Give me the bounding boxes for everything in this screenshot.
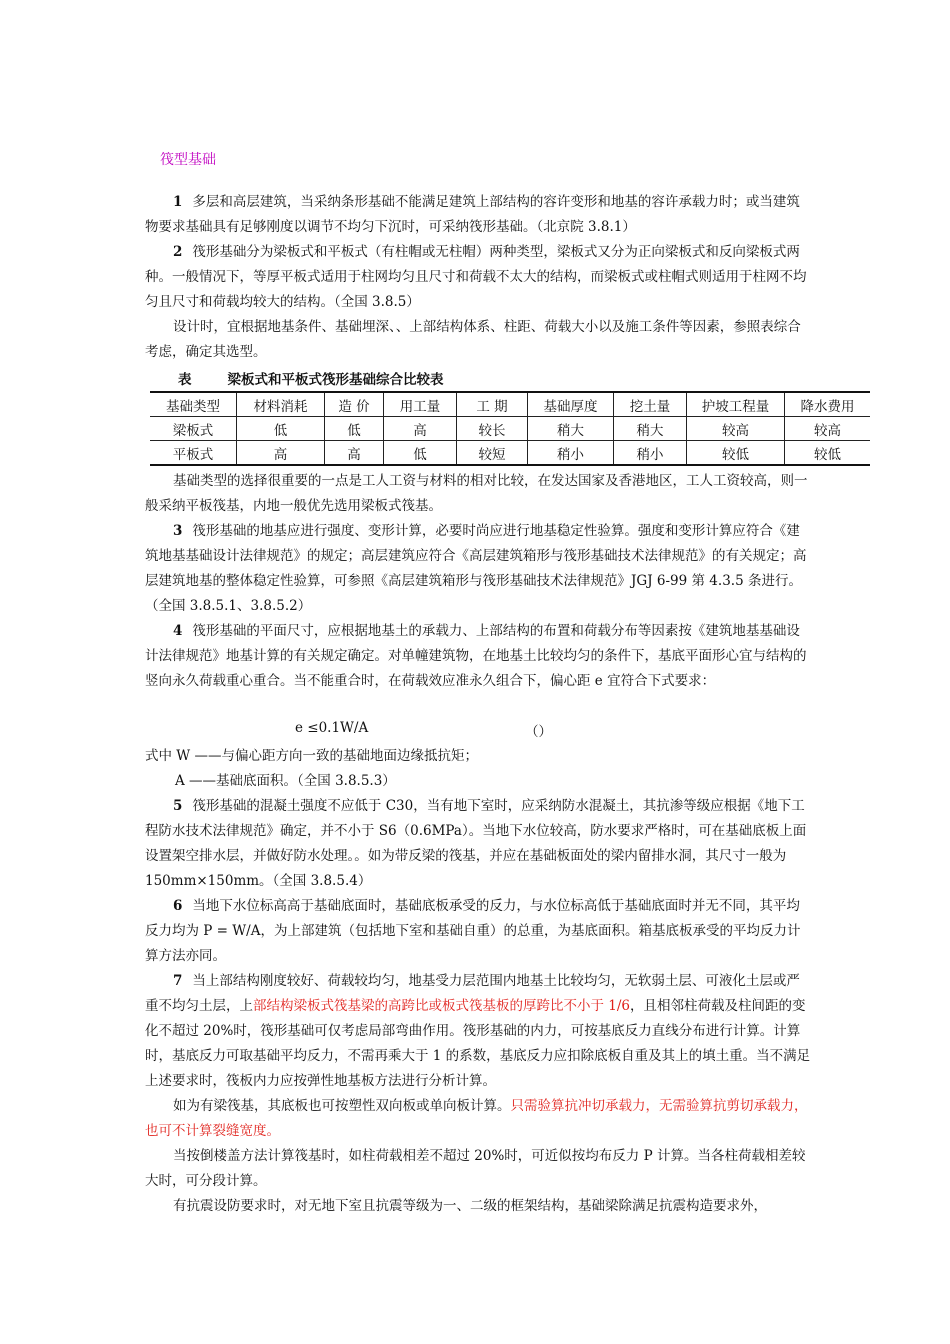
table-cell: 梁板式	[150, 417, 237, 441]
table-cell: 较长	[457, 417, 528, 441]
paragraph-7: 7 当上部结构刚度较好、荷载较均匀，地基受力层范围内地基土比较均匀，无软弱土层、可液化土层或严重不均匀土层，上部结构梁板式筏基梁的高跨比或板式筏基板的厚跨比不小于 1/6，且相邻柱荷载及柱间距的变化不超过 20%时，筏形基础可仅考虑局部弯曲作用。筏形基础的内力，可按基底反力直线分布进行计算。计算时，基底反力可取基础平均反力，不需再乘大于 1 的系数，基底反力应扣除底板自重及其上的填土重。当不满足上述要求时，筏板内力应按弹性地基板方法进行分析计算。	[145, 973, 811, 1089]
table-cell: 稍大	[614, 417, 687, 441]
table-cell: 较短	[457, 441, 528, 466]
table-cell: 高	[384, 417, 457, 441]
table-row	[150, 441, 870, 466]
paragraph-10: 有抗震设防要求时，对无地下室且抗震等级为一、二级的框架结构，基础梁除满足抗震构造要求外，	[173, 1198, 767, 1214]
where-w-definition: 式中 W ——与偏心距方向一致的基础地面边缘抵抗矩；	[145, 748, 478, 764]
table-header-cell: 护坡工程量	[687, 392, 785, 417]
paragraph-number: 3	[173, 523, 183, 539]
document-title: 筏型基础	[160, 152, 216, 168]
table-cell: 平板式	[150, 441, 237, 466]
table-header-cell: 材料消耗	[237, 392, 325, 417]
table-cell: 稍大	[528, 417, 614, 441]
table-header-cell: 挖土量	[614, 392, 687, 417]
paragraph-number: 4	[173, 623, 183, 639]
paragraph-number: 2	[173, 244, 183, 260]
table-cell: 较高	[687, 417, 785, 441]
paragraph-2c: 基础类型的选择很重要的一点是工人工资与材料的相对比较，在发达国家及香港地区，工人工资较高，则一般采纳平板筏基，内地一般优先选用梁板式筏基。	[145, 473, 808, 514]
table-header-cell: 基础类型	[150, 392, 237, 417]
table-cell: 较高	[785, 417, 871, 441]
paragraph-5: 5 筏形基础的混凝土强度不应低于 C30，当有地下室时，应采纳防水混凝土，其抗渗等级应根据《地下工程防水技术法律规范》确定，并不小于 S6（0.6MPa）。当地下水位较高，防水要求严格时，可在基础底板上面设置架空排水层，并做好防水处理。。如为带反梁的筏基，并应在基础板面处的梁内留排水洞，其尺寸一般为 150mm×150mm。（全国 3.8.5.4）	[145, 798, 807, 889]
paragraph-6: 6 当地下水位标高高于基础底面时，基础底板承受的反力，与水位标高低于基础底面时并无不同，其平均反力均为 P = W/A，为上部建筑（包括地下室和基础自重）的总重，为基底面积。箱基底板承受的平均反力计算方法亦同。	[145, 898, 801, 964]
comparison-table	[150, 391, 870, 466]
table-header-cell: 用工量	[384, 392, 457, 417]
paragraph-2: 2 筏形基础分为梁板式和平板式（有柱帽或无柱帽）两种类型，梁板式又分为正向梁板式和反向梁板式两种。一般情况下，等厚平板式适用于柱网均匀且尺寸和荷载不太大的结构，而梁板式或柱帽式则适用于柱网不均匀且尺寸和荷载均较大的结构。（全国 3.8.5）	[145, 244, 807, 310]
paragraph-8: 如为有梁筏基，其底板也可按塑性双向板或单向板计算。只需验算抗冲切承载力，无需验算抗剪切承载力，也可不计算裂缝宽度。	[145, 1098, 808, 1139]
paragraph-number: 7	[173, 973, 183, 989]
table-cell: 稍小	[528, 441, 614, 466]
table-cell: 低	[237, 417, 325, 441]
paragraph-1: 1 多层和高层建筑，当采纳条形基础不能满足建筑上部结构的容许变形和地基的容许承载力时；或当建筑物要求基础具有足够刚度以调节不均匀下沉时，可采纳筏形基础。（北京院 3.8.1）	[145, 194, 800, 235]
paragraph-3: 3 筏形基础的地基应进行强度、变形计算，必要时尚应进行地基稳定性验算。强度和变形计算应符合《建筑地基基础设计法律规范》的规定；高层建筑应符合《高层建筑箱形与筏形基础技术法律规范》的有关规定；高层建筑地基的整体稳定性验算，可参照《高层建筑箱形与筏形基础技术法律规范》JGJ 6-99 第 4.3.5 条进行。（全国 3.8.5.1、3.8.5.2）	[145, 523, 807, 614]
table-header-row	[150, 392, 870, 417]
table-cell: 较低	[785, 441, 871, 466]
paragraph-9: 当按倒楼盖方法计算筏基时，如柱荷载相差不超过 20%时，可近似按均布反力 P 计算。当各柱荷载相差较大时，可分段计算。	[145, 1148, 806, 1189]
table-cell: 高	[325, 441, 384, 466]
table-cell: 低	[325, 417, 384, 441]
table-header-cell: 造 价	[325, 392, 384, 417]
paragraph-number: 6	[173, 898, 183, 914]
table-cell: 较低	[687, 441, 785, 466]
formula-number: （）	[525, 724, 552, 740]
formula: e ≤0.1W/A	[295, 720, 369, 736]
paragraph-4: 4 筏形基础的平面尺寸，应根据地基土的承载力、上部结构的布置和荷载分布等因素按《建筑地基基础设计法律规范》地基计算的有关规定确定。对单幢建筑物，在地基土比较均匀的条件下，基底平面形心宜与结构的竖向永久荷载重心重合。当不能重合时，在荷载效应准永久组合下，偏心距 e 宜符合下式要求：	[145, 623, 807, 689]
table-row	[150, 417, 870, 441]
table-caption: 表 梁板式和平板式筏形基础综合比较表	[178, 372, 444, 388]
paragraph-number: 5	[173, 798, 183, 814]
highlighted-text: 部结构梁板式筏基梁的高跨比或板式筏基板的厚跨比不小于 1/6	[253, 998, 631, 1014]
table-cell: 低	[384, 441, 457, 466]
table-header-cell: 基础厚度	[528, 392, 614, 417]
table-cell: 高	[237, 441, 325, 466]
table-cell: 稍小	[614, 441, 687, 466]
table-header-cell: 降水费用	[785, 392, 871, 417]
table-header-cell: 工 期	[457, 392, 528, 417]
paragraph-2b: 设计时，宜根据地基条件、基础埋深、、上部结构体系、柱距、荷载大小以及施工条件等因素，参照表综合考虑，确定其选型。	[145, 319, 801, 360]
where-a-definition: A ——基础底面积。（全国 3.8.5.3）	[175, 773, 396, 789]
highlighted-text: 只需验算抗冲切承载力，无需验算抗剪切承载力，也可不计算裂缝宽度。	[145, 1098, 808, 1139]
paragraph-number: 1	[173, 194, 183, 210]
